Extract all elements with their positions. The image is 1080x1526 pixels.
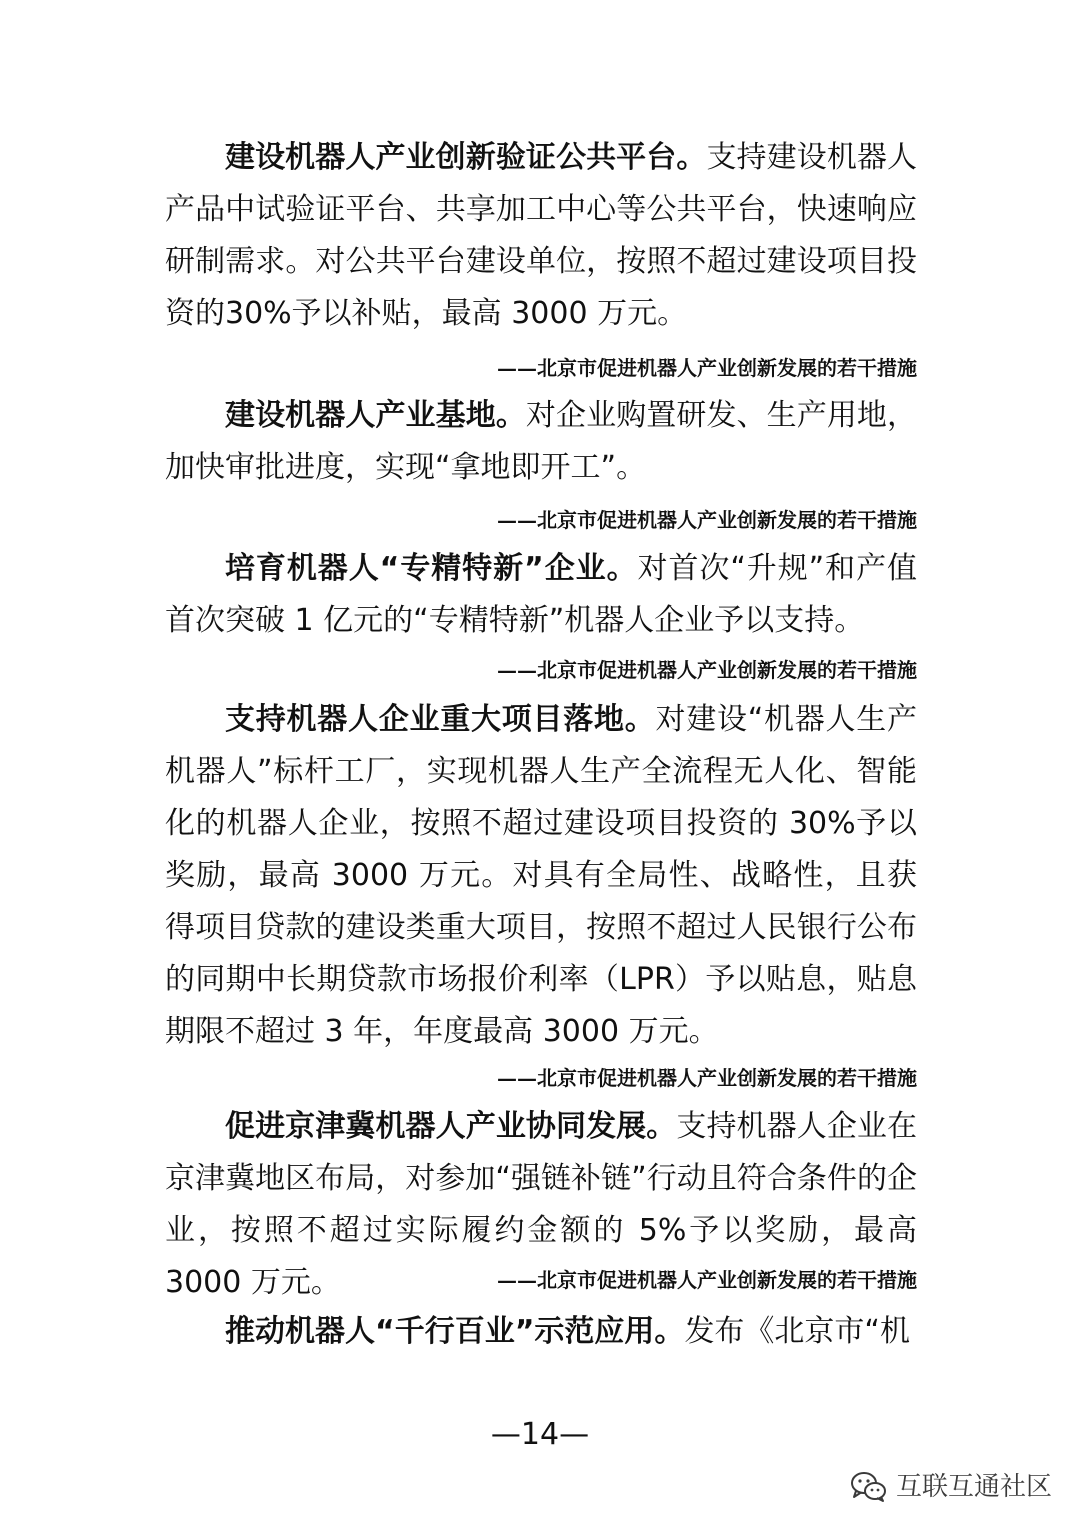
paragraph-body: 支持建设机器人产品中试验证平台、共享加工中心等公共平台，快速响应研制需求。对公共平台建设单位，按照不超过建设项目投资的30%予以补贴，最高 3000 万元。 [165, 140, 918, 331]
paragraph-body: 对首次“升规”和产值首次突破 1 亿元的“专精特新”机器人企业予以支持。 [165, 551, 918, 638]
paragraph-heading: 建设机器人产业创新验证公共平台。 [225, 140, 707, 175]
paragraph-heading: 支持机器人企业重大项目落地。 [225, 702, 656, 737]
source-attribution: ——北京市促进机器人产业创新发展的若干措施 [497, 1066, 917, 1090]
policy-paragraph [165, 694, 917, 1058]
paragraph-body: 支持机器人企业在京津冀地区布局，对参加“强链补链”行动且符合条件的企业，按照不超过实际履约金额的 5%予以奖励，最高 3000 万元。 [165, 1109, 918, 1300]
policy-paragraph [165, 1306, 917, 1358]
watermark [850, 1470, 1052, 1504]
page-number: —14— [490, 1417, 590, 1452]
paragraph-body: 对建设“机器人生产机器人”标杆工厂，实现机器人生产全流程无人化、智能化的机器人企业，按照不超过建设项目投资的 30%予以奖励，最高 3000 万元。对具有全局性、战略性，且获得项目贷款的建设类重大项目，按照不超过人民银行公布的同期中长期贷款市场报价利率（LPR）予以贴息，贴息期限不超过 3 年，年度最高 3000 万元。 [165, 702, 918, 1049]
source-attribution: ——北京市促进机器人产业创新发展的若干措施 [497, 356, 917, 380]
watermark-text: 互联互通社区 [895, 1472, 1052, 1502]
paragraph-body: 对企业购置研发、生产用地，加快审批进度，实现“拿地即开工”。 [165, 398, 918, 485]
policy-paragraph [165, 390, 917, 494]
paragraph-heading: 促进京津冀机器人产业协同发展。 [225, 1109, 677, 1144]
source-attribution: ——北京市促进机器人产业创新发展的若干措施 [497, 508, 917, 532]
source-attribution: ——北京市促进机器人产业创新发展的若干措施 [497, 1268, 917, 1292]
paragraph-body: 发布《北京市“机 [684, 1314, 910, 1349]
policy-paragraph [165, 132, 917, 340]
paragraph-heading: 推动机器人“千行百业”示范应用。 [225, 1314, 685, 1349]
paragraph-heading: 培育机器人“专精特新”企业。 [225, 551, 638, 586]
source-attribution: ——北京市促进机器人产业创新发展的若干措施 [497, 658, 917, 682]
wechat-icon [850, 1471, 888, 1503]
paragraph-heading: 建设机器人产业基地。 [225, 398, 526, 433]
policy-paragraph [165, 543, 917, 647]
